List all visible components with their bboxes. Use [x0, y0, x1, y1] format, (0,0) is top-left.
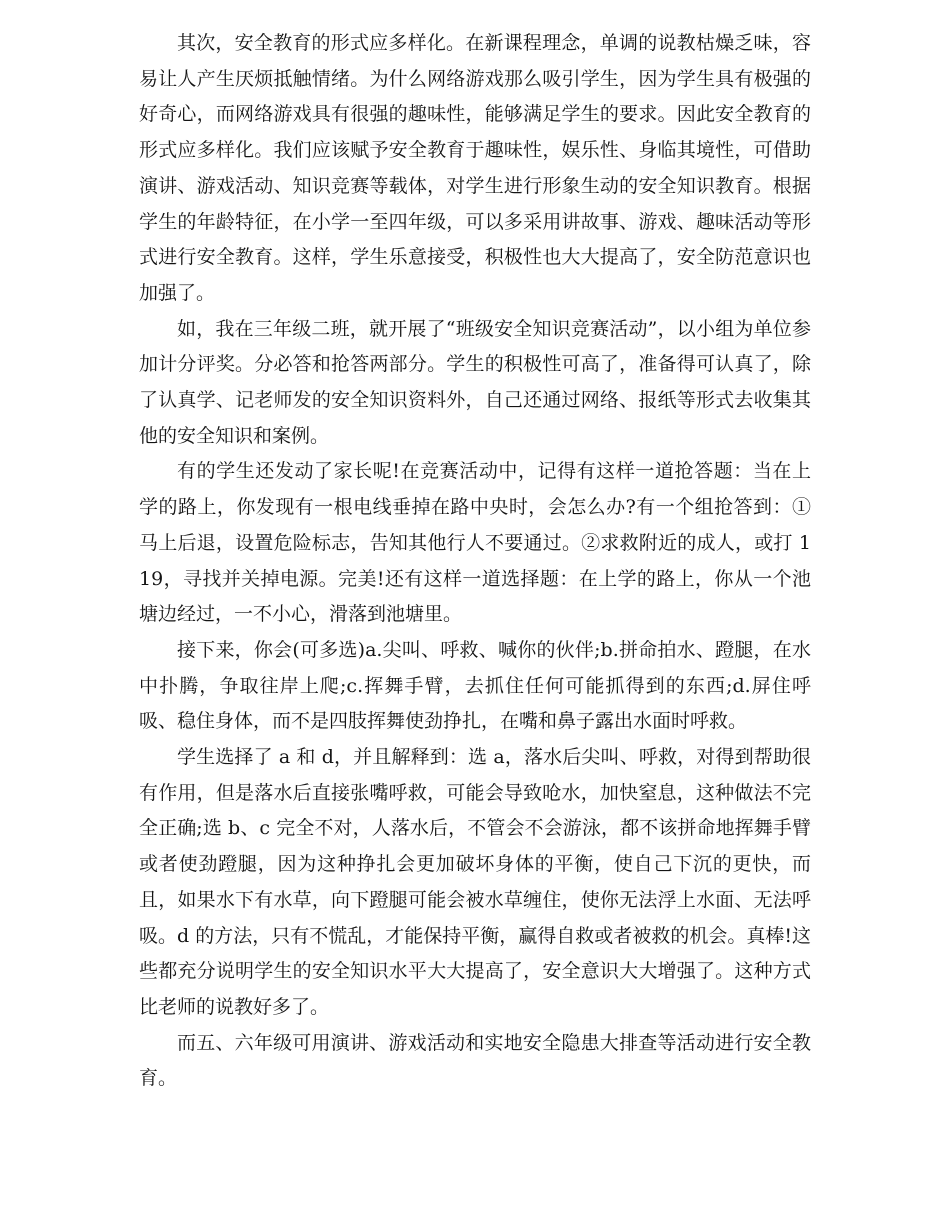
paragraph-4: 接下来，你会(可多选)a.尖叫、呼救、喊你的伙伴;b.拼命拍水、蹬腿，在水中扑腾，争取往岸上爬;c.挥舞手臂，去抓住任何可能抓得到的东西;d.屏住呼吸、稳住身体，而不是四肢挥舞使劲挣扎，在嘴和鼻子露出水面时呼救。 [139, 638, 811, 733]
document-body [139, 0, 811, 1097]
paragraph-3: 有的学生还发动了家长呢!在竞赛活动中，记得有这样一道抢答题：当在上学的路上，你发现有一根电线垂掉在路中央时，会怎么办?有一个组抢答到：①马上后退，设置危险标志，告知其他行人不要通过。②求救附近的成人，或打 119，寻找并关掉电源。完美!还有这样一道选择题：在上学的路上，你从一个池塘边经过，一不小心，滑落到池塘里。 [139, 460, 811, 626]
paragraph-1: 其次，安全教育的形式应多样化。在新课程理念，单调的说教枯燥乏味，容易让人产生厌烦抵触情绪。为什么网络游戏那么吸引学生，因为学生具有极强的好奇心，而网络游戏具有很强的趣味性，能够满足学生的要求。因此安全教育的形式应多样化。我们应该赋予安全教育于趣味性，娱乐性、身临其境性，可借助演讲、游戏活动、知识竞赛等载体，对学生进行形象生动的安全知识教育。根据学生的年龄特征，在小学一至四年级，可以多采用讲故事、游戏、趣味活动等形式进行安全教育。这样，学生乐意接受，积极性也大大提高了，安全防范意识也加强了。 [139, 32, 811, 304]
paragraph-6: 而五、六年级可用演讲、游戏活动和实地安全隐患大排查等活动进行安全教育。 [139, 1031, 811, 1090]
paragraph-2: 如，我在三年级二班，就开展了“班级安全知识竞赛活动”，以小组为单位参加计分评奖。分必答和抢答两部分。学生的积极性可高了，准备得可认真了，除了认真学、记老师发的安全知识资料外，自己还通过网络、报纸等形式去收集其他的安全知识和案例。 [139, 317, 811, 447]
paragraph-5: 学生选择了 a 和 d，并且解释到：选 a，落水后尖叫、呼救，对得到帮助很有作用，但是落水后直接张嘴呼救，可能会导致呛水，加快窒息，这种做法不完全正确;选 b、c 完全不对，人落水后，不管会不会游泳，都不该拼命地挥舞手臂或者使劲蹬腿，因为这种挣扎会更加破坏身体的平衡，使自己下沉的更快，而且，如果水下有水草，向下蹬腿可能会被水草缠住，使你无法浮上水面、无法呼吸。d 的方法，只有不慌乱，才能保持平衡，赢得自救或者被救的机会。真棒!这些都充分说明学生的安全知识水平大大提高了，安全意识大大增强了。这种方式比老师的说教好多了。 [139, 746, 811, 1018]
